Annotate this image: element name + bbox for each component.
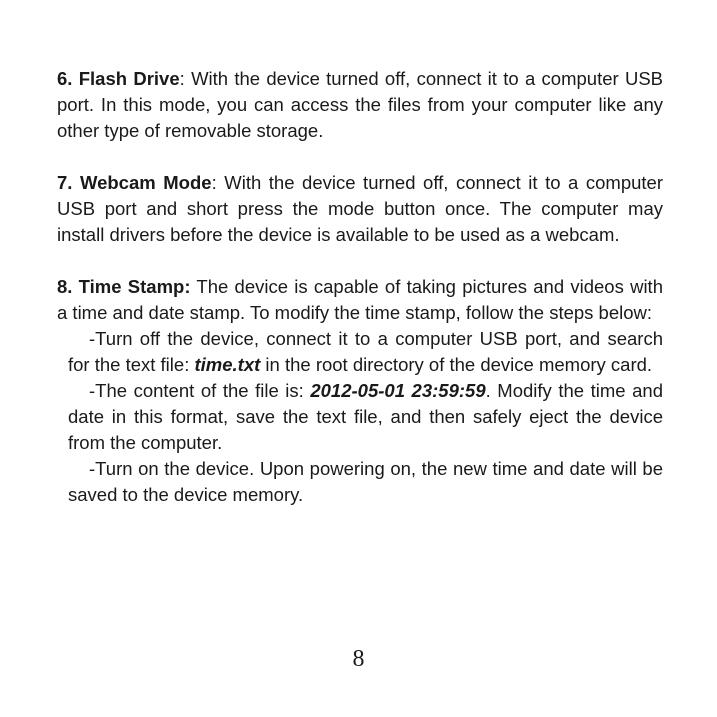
section-flash-drive	[57, 66, 663, 144]
step-item: -The content of the file is: 2012-05-01 23:59:59. Modify the time and date in this format, save the text file, and then safely eject the device from the computer.	[68, 380, 663, 453]
section-heading: 6. Flash Drive	[57, 68, 180, 89]
section-text: The device is capable of taking pictures and videos with a time and date stamp. To modify the time stamp, follow the steps below:	[57, 276, 663, 323]
timestamp-format: 2012-05-01 23:59:59	[310, 380, 486, 401]
section-heading: 8. Time Stamp:	[57, 276, 191, 297]
section-text: With the device turned off, connect it to a computer USB port and short press the mode button once. The computer may install drivers before the device is available to be used as a webcam.	[57, 172, 663, 245]
step-item: -Turn on the device. Upon powering on, the new time and date will be saved to the device memory.	[68, 458, 663, 505]
heading-separator: :	[211, 172, 217, 193]
section-text: With the device turned off, connect it to a computer USB port. In this mode, you can access the files from your computer like any other type of removable storage.	[57, 68, 663, 141]
page-number: 8	[352, 646, 365, 672]
section-webcam-mode	[57, 170, 663, 248]
heading-separator: :	[179, 68, 185, 89]
time-stamp-steps	[57, 326, 663, 508]
time-stamp-intro	[57, 274, 663, 326]
section-heading: 7. Webcam Mode	[57, 172, 212, 193]
manual-page-body	[57, 66, 663, 508]
section-time-stamp	[57, 274, 663, 508]
file-name: time.txt	[194, 354, 261, 375]
step-item: -Turn off the device, connect it to a computer USB port, and search for the text file: time.txt in the root directory of the device memory card.	[68, 328, 663, 375]
